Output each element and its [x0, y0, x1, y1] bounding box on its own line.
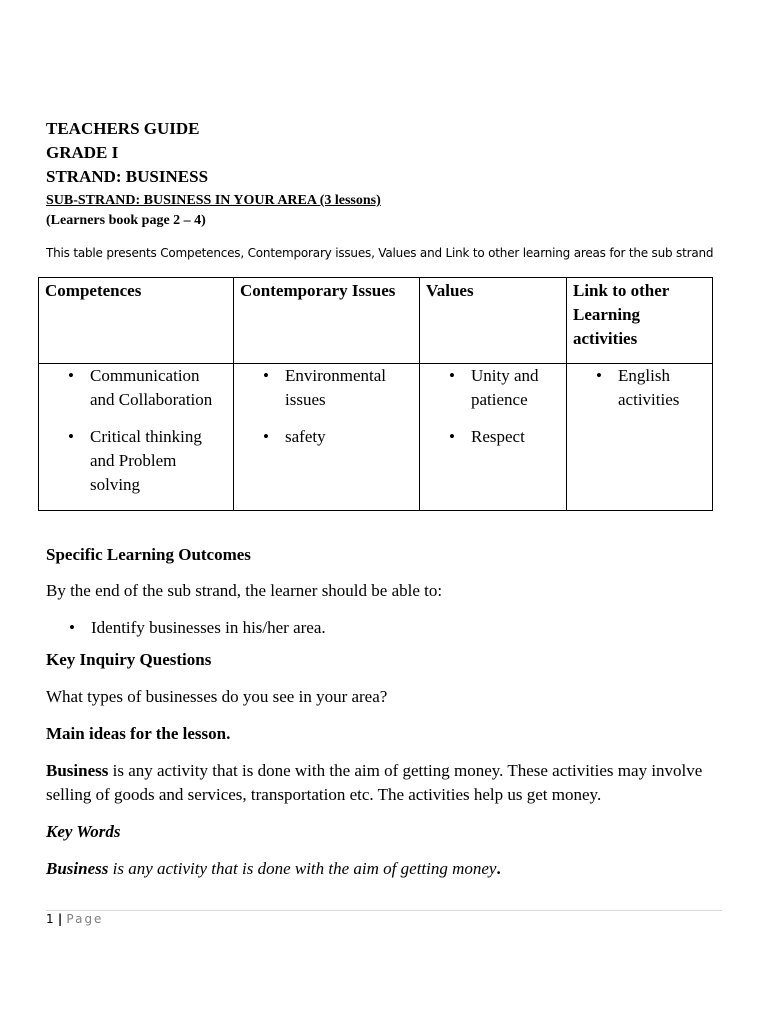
key-words-term: Business [46, 859, 109, 878]
cell-values [420, 364, 567, 511]
list-item: • Identify businesses in his/her area. [46, 616, 722, 640]
footer-separator: | [53, 912, 67, 926]
strand-label: STRAND: BUSINESS [46, 167, 209, 186]
competences-table [38, 277, 713, 511]
list-item: • English activities [573, 364, 706, 412]
learners-book-ref: (Learners book page 2 – 4) [46, 213, 206, 228]
header-values: Values [420, 278, 567, 364]
table-header-row [39, 278, 713, 364]
list-item: • Environmental issues [240, 364, 413, 412]
main-ideas-heading: Main ideas for the lesson. [46, 724, 231, 743]
footer-divider [46, 910, 722, 911]
key-words-heading: Key Words [46, 822, 121, 841]
main-ideas-term: Business [46, 761, 109, 780]
list-item: • Respect [426, 425, 560, 449]
table-intro: This table presents Competences, Contemporary issues, Values and Link to other learning areas for the sub strand [46, 246, 714, 260]
header-competences: Competences [39, 278, 234, 364]
main-ideas-body: is any activity that is done with the aim of getting money. These activities may involve selling of goods and services, transportation etc. The activities help us get money. [46, 761, 703, 804]
kiq-heading: Key Inquiry Questions [46, 650, 212, 669]
issues-list [240, 364, 413, 449]
sub-strand-label: SUB-STRAND: BUSINESS IN YOUR AREA (3 lessons) [46, 193, 381, 208]
slo-list [46, 616, 722, 640]
cell-link-other-areas [567, 364, 713, 511]
doc-title: TEACHERS GUIDE [46, 119, 200, 138]
key-words-period: . [496, 859, 501, 878]
grade-label: GRADE I [46, 143, 119, 162]
cell-competences [39, 364, 234, 511]
page-number: 1 [46, 912, 54, 926]
table-row [39, 364, 713, 511]
values-list [426, 364, 560, 449]
header-contemporary-issues: Contemporary Issues [234, 278, 420, 364]
page-footer [46, 912, 103, 926]
lesson-sections [46, 543, 722, 881]
slo-text: By the end of the sub strand, the learner should be able to: [46, 581, 443, 600]
cell-contemporary-issues [234, 364, 420, 511]
kiq-text: What types of businesses do you see in your area? [46, 687, 388, 706]
document-page [45, 117, 722, 878]
main-ideas-text [46, 759, 722, 807]
key-words-text [46, 857, 722, 881]
competences-list [45, 364, 227, 497]
key-words-body: is any activity that is done with the aim of getting money [108, 859, 497, 878]
list-item: • Unity and patience [426, 364, 560, 412]
list-item: • Critical thinking and Problem solving [45, 425, 227, 497]
list-item: • Communication and Collaboration [45, 364, 227, 412]
links-list [573, 364, 706, 412]
page-label: Page [66, 912, 104, 926]
slo-heading: Specific Learning Outcomes [46, 545, 251, 564]
list-item: • safety [240, 425, 413, 449]
header-link-other-areas: Link to other Learning activities [567, 278, 713, 364]
